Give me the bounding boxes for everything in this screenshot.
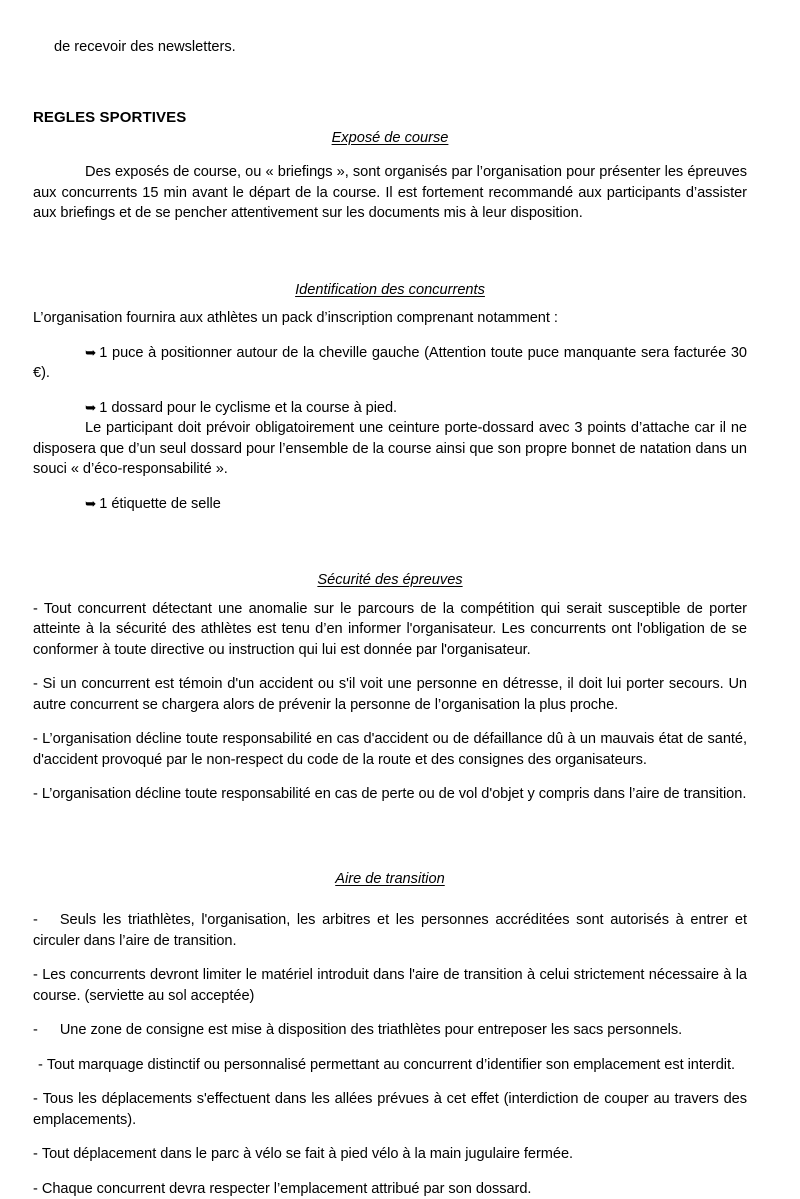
document-content xyxy=(33,0,747,1199)
transition-item-label: Tout marquage distinctif ou personnalisé permettant au concurrent d’identifier son emplacement est interdit. xyxy=(47,1057,735,1073)
transition-item-label: Tous les déplacements s'effectuent dans les allées prévues à cet effet (interdiction de couper au travers des emplacements). xyxy=(33,1091,747,1128)
spacer xyxy=(33,224,747,280)
transition-item xyxy=(33,1089,747,1130)
spacer xyxy=(33,300,747,308)
arrow-hook-icon: ➥ xyxy=(85,496,99,512)
spacer xyxy=(33,148,747,162)
spacer xyxy=(33,1165,747,1179)
dash-marker: - xyxy=(33,967,38,983)
paragraph-expose-de-course: Des exposés de course, ou « briefings », sont organisés par l’organisation pour présenter les épreuves aux concurrents 15 min avant le départ de la course. Il est fortement recommandé aux participants d’assister aux briefings et de se pencher attentivement sur les documents mis à leur disposition. xyxy=(33,162,747,224)
bullet-item-puce xyxy=(33,343,747,384)
security-item: - Si un concurrent est témoin d'un accident ou s'il voit une personne en détresse, il doit lui porter secours. Un autre concurrent se chargera alors de prévenir la personne de l’organisation la plus proche. xyxy=(33,674,747,715)
dash-marker: - xyxy=(33,1181,38,1197)
spacer xyxy=(33,889,747,910)
spacer xyxy=(33,715,747,729)
bullet-item-label: 1 dossard pour le cyclisme et la course à pied. xyxy=(99,400,397,416)
transition-item-label: Tout déplacement dans le parc à vélo se fait à pied vélo à la main jugulaire fermée. xyxy=(42,1146,573,1162)
dash-marker: - xyxy=(33,1091,38,1107)
paragraph-pack-inscription-intro: L’organisation fournira aux athlètes un pack d’inscription comprenant notamment : xyxy=(33,308,747,329)
security-item: - L’organisation décline toute responsabilité en cas d'accident ou de défaillance dû à un mauvais état de santé, d'accident provoqué par le non-respect du code de la route et des consignes des organisateurs. xyxy=(33,729,747,770)
spacer xyxy=(33,480,747,494)
security-item: - Tout concurrent détectant une anomalie sur le parcours de la compétition qui serait susceptible de porter atteinte à la sécurité des athlètes est tenu d’en informer l'organisateur. Les concurrents ont l'obligation de se conformer à toute directive ou instruction qui lui est donnée par l'organisateur. xyxy=(33,599,747,661)
spacer xyxy=(33,329,747,343)
spacer xyxy=(33,660,747,674)
paragraph-ceinture-porte-dossard: Le participant doit prévoir obligatoirement une ceinture porte-dossard avec 3 points d’attache car il ne disposera que d’un seul dossard pour l’ensemble de la course ainsi que son propre bonnet de natation dans un souci « d’éco-responsabilité ». xyxy=(33,418,747,480)
dash-marker: - xyxy=(38,1057,43,1073)
bullet-item-dossard xyxy=(33,398,747,419)
security-item: - L’organisation décline toute responsabilité en cas de perte ou de vol d'objet y compris dans l’aire de transition. xyxy=(33,784,747,805)
spacer xyxy=(33,951,747,965)
section-heading-securite-des-epreuves: Sécurité des épreuves xyxy=(33,570,747,591)
section-heading-aire-de-transition: Aire de transition xyxy=(33,869,747,890)
arrow-hook-icon: ➥ xyxy=(85,345,99,361)
transition-item-label: Une zone de consigne est mise à disposition des triathlètes pour entreposer les sacs personnels. xyxy=(60,1022,682,1038)
spacer xyxy=(33,591,747,599)
main-heading: REGLES SPORTIVES xyxy=(33,58,747,128)
transition-item xyxy=(33,1055,747,1076)
transition-item xyxy=(33,910,747,951)
transition-item-label: Les concurrents devront limiter le matériel introduit dans l'aire de transition à celui strictement nécessaire à la course. (serviette au sol acceptée) xyxy=(33,967,747,1004)
dash-marker: - xyxy=(33,1022,38,1038)
spacer xyxy=(33,861,747,869)
bullet-item-label: 1 étiquette de selle xyxy=(99,496,221,512)
continuation-line: de recevoir des newsletters. xyxy=(33,0,747,58)
spacer xyxy=(33,1130,747,1144)
spacer xyxy=(33,1075,747,1089)
spacer xyxy=(33,1006,747,1020)
spacer xyxy=(33,384,747,398)
section-heading-identification-des-concurrents: Identification des concurrents xyxy=(33,280,747,301)
dash-marker: - xyxy=(33,912,38,928)
spacer xyxy=(33,805,747,861)
transition-item xyxy=(33,1179,747,1199)
transition-item-label: Chaque concurrent devra respecter l’emplacement attribué par son dossard. xyxy=(42,1181,532,1197)
dash-marker: - xyxy=(33,1146,38,1162)
section-heading-expose-de-course: Exposé de course xyxy=(33,128,747,149)
transition-item-label: Seuls les triathlètes, l'organisation, les arbitres et les personnes accréditées sont autorisés à entrer et circuler dans l’aire de transition. xyxy=(33,912,747,949)
spacer xyxy=(33,770,747,784)
bullet-item-etiquette-de-selle xyxy=(33,494,747,515)
spacer xyxy=(33,1041,747,1055)
bullet-item-label: 1 puce à positionner autour de la cheville gauche (Attention toute puce manquante sera facturée 30 €). xyxy=(33,345,747,382)
arrow-hook-icon: ➥ xyxy=(85,400,99,416)
transition-item xyxy=(33,1144,747,1165)
spacer xyxy=(33,514,747,570)
transition-item xyxy=(33,1020,747,1041)
transition-item xyxy=(33,965,747,1006)
